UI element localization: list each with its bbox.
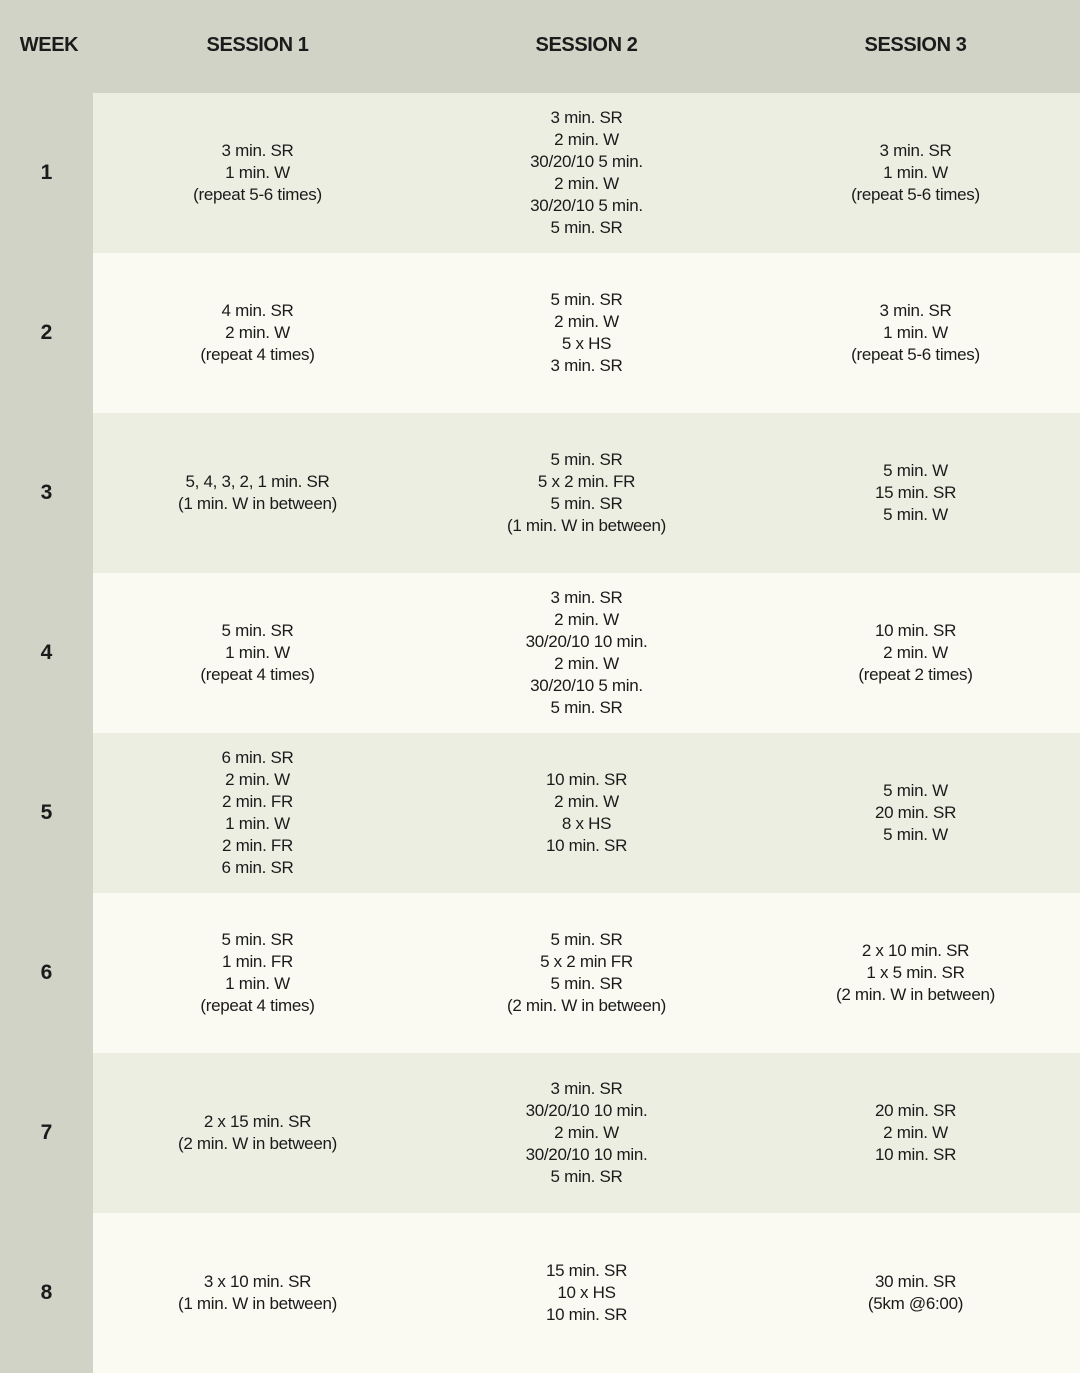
workout-line: 30/20/10 10 min. [525, 1145, 648, 1164]
header-session-2: SESSION 2 [535, 33, 638, 56]
table-row [0, 1213, 1080, 1373]
session-1-cell [93, 1053, 422, 1213]
workout-line: 1 min. W [225, 643, 290, 662]
workout-line: 4 min. SR [221, 301, 294, 320]
session-3-cell [751, 413, 1080, 573]
workout-line: (1 min. W in between) [506, 516, 667, 535]
workout-line: 1 min. W [883, 163, 948, 182]
workout-line: 10 min. SR [545, 836, 628, 855]
workout-line: 5 min. SR [550, 218, 623, 237]
workout-line: 10 min. SR [874, 621, 957, 640]
workout-line: 20 min. SR [874, 803, 957, 822]
table-row [0, 93, 1080, 253]
workout-line: 6 min. SR [221, 748, 294, 767]
workout-line: 2 min. W [225, 770, 290, 789]
session-1-cell [93, 893, 422, 1053]
header-week: WEEK [19, 33, 79, 56]
workout-line: 2 x 10 min. SR [861, 941, 970, 960]
table-body [0, 93, 1080, 1373]
header-session-3: SESSION 3 [864, 33, 967, 56]
session-1-cell [93, 733, 422, 893]
table-row [0, 573, 1080, 733]
workout-line: 30 min. SR [874, 1272, 957, 1291]
workout-line: 5, 4, 3, 2, 1 min. SR [185, 472, 330, 491]
week-number: 8 [40, 1281, 53, 1304]
workout-line: 1 x 5 min. SR [866, 963, 965, 982]
workout-line: 2 min. W [554, 792, 619, 811]
workout-line: 8 x HS [561, 814, 612, 833]
workout-line: 10 min. SR [545, 1305, 628, 1324]
session-2-cell [422, 1053, 751, 1213]
session-1-cell [93, 93, 422, 253]
workout-line: 5 min. SR [550, 494, 623, 513]
workout-line: (2 min. W in between) [835, 985, 996, 1004]
workout-line: 3 min. SR [550, 588, 623, 607]
workout-line: 30/20/10 10 min. [525, 1101, 648, 1120]
workout-line: (repeat 4 times) [200, 996, 315, 1015]
workout-line: 2 x 15 min. SR [203, 1112, 312, 1131]
workout-line: 2 min. W [225, 323, 290, 342]
week-number: 6 [40, 961, 53, 984]
session-3-cell [751, 1053, 1080, 1213]
workout-line: 20 min. SR [874, 1101, 957, 1120]
workout-line: 1 min. W [225, 974, 290, 993]
workout-line: 5 min. SR [550, 450, 623, 469]
workout-line: 5 min. SR [221, 621, 294, 640]
workout-line: 5 min. SR [550, 290, 623, 309]
workout-line: 1 min. W [225, 814, 290, 833]
session-1-cell [93, 413, 422, 573]
workout-line: 1 min. FR [222, 952, 293, 971]
workout-line: 10 min. SR [874, 1145, 957, 1164]
week-number: 7 [40, 1121, 53, 1144]
workout-line: 5 min. W [883, 781, 948, 800]
workout-line: 2 min. W [554, 130, 619, 149]
workout-line: (2 min. W in between) [177, 1134, 338, 1153]
workout-line: 5 min. SR [550, 974, 623, 993]
session-1-cell [93, 1213, 422, 1373]
week-number: 4 [40, 641, 53, 664]
workout-line: 2 min. W [554, 1123, 619, 1142]
workout-line: 5 min. SR [550, 930, 623, 949]
session-2-cell [422, 413, 751, 573]
session-2-cell [422, 893, 751, 1053]
workout-line: 15 min. SR [874, 483, 957, 502]
workout-line: (repeat 2 times) [858, 665, 973, 684]
workout-line: (1 min. W in between) [177, 494, 338, 513]
workout-line: 3 min. SR [550, 356, 623, 375]
workout-line: 3 min. SR [221, 141, 294, 160]
workout-line: 5 min. SR [550, 698, 623, 717]
session-3-cell [751, 253, 1080, 413]
table-row [0, 253, 1080, 413]
workout-line: 30/20/10 5 min. [530, 152, 643, 171]
workout-line: 30/20/10 5 min. [530, 676, 643, 695]
workout-line: 2 min. FR [222, 792, 293, 811]
table-header [0, 0, 1080, 93]
workout-line: (repeat 5-6 times) [193, 185, 322, 204]
workout-line: 3 min. SR [879, 141, 952, 160]
table-row [0, 413, 1080, 573]
workout-line: 5 min. W [883, 461, 948, 480]
table-row [0, 1053, 1080, 1213]
workout-line: 5 x HS [561, 334, 612, 353]
week-number: 2 [40, 321, 53, 344]
workout-line: 2 min. W [554, 174, 619, 193]
session-3-cell [751, 93, 1080, 253]
session-3-cell [751, 1213, 1080, 1373]
workout-line: 30/20/10 5 min. [530, 196, 643, 215]
workout-line: 2 min. W [554, 312, 619, 331]
workout-line: 3 x 10 min. SR [203, 1272, 312, 1291]
workout-line: (5km @6:00) [867, 1294, 964, 1313]
session-2-cell [422, 93, 751, 253]
week-number: 1 [40, 161, 53, 184]
workout-line: 5 min. W [883, 505, 948, 524]
table-row [0, 733, 1080, 893]
session-2-cell [422, 253, 751, 413]
workout-line: 5 x 2 min. FR [537, 472, 636, 491]
workout-line: (repeat 5-6 times) [851, 345, 980, 364]
workout-line: 5 min. W [883, 825, 948, 844]
workout-line: 10 x HS [557, 1283, 616, 1302]
workout-line: (repeat 5-6 times) [851, 185, 980, 204]
workout-line: 2 min. W [883, 643, 948, 662]
workout-line: 2 min. W [554, 610, 619, 629]
header-session-1: SESSION 1 [206, 33, 309, 56]
workout-line: 6 min. SR [221, 858, 294, 877]
workout-line: 2 min. W [883, 1123, 948, 1142]
workout-line: 15 min. SR [545, 1261, 628, 1280]
session-2-cell [422, 573, 751, 733]
workout-line: (2 min. W in between) [506, 996, 667, 1015]
workout-line: 3 min. SR [550, 108, 623, 127]
workout-line: 10 min. SR [545, 770, 628, 789]
workout-line: (repeat 4 times) [200, 345, 315, 364]
workout-line: 1 min. W [225, 163, 290, 182]
workout-line: 5 min. SR [550, 1167, 623, 1186]
workout-line: 2 min. FR [222, 836, 293, 855]
session-1-cell [93, 573, 422, 733]
workout-line: (repeat 4 times) [200, 665, 315, 684]
workout-line: 3 min. SR [879, 301, 952, 320]
session-3-cell [751, 733, 1080, 893]
session-3-cell [751, 573, 1080, 733]
workout-line: 30/20/10 10 min. [525, 632, 648, 651]
workout-line: (1 min. W in between) [177, 1294, 338, 1313]
workout-line: 3 min. SR [550, 1079, 623, 1098]
session-3-cell [751, 893, 1080, 1053]
workout-line: 5 x 2 min FR [540, 952, 633, 971]
session-1-cell [93, 253, 422, 413]
workout-line: 5 min. SR [221, 930, 294, 949]
week-number: 5 [40, 801, 53, 824]
session-2-cell [422, 733, 751, 893]
week-number: 3 [40, 481, 53, 504]
workout-line: 2 min. W [554, 654, 619, 673]
table-row [0, 893, 1080, 1053]
session-2-cell [422, 1213, 751, 1373]
workout-line: 1 min. W [883, 323, 948, 342]
